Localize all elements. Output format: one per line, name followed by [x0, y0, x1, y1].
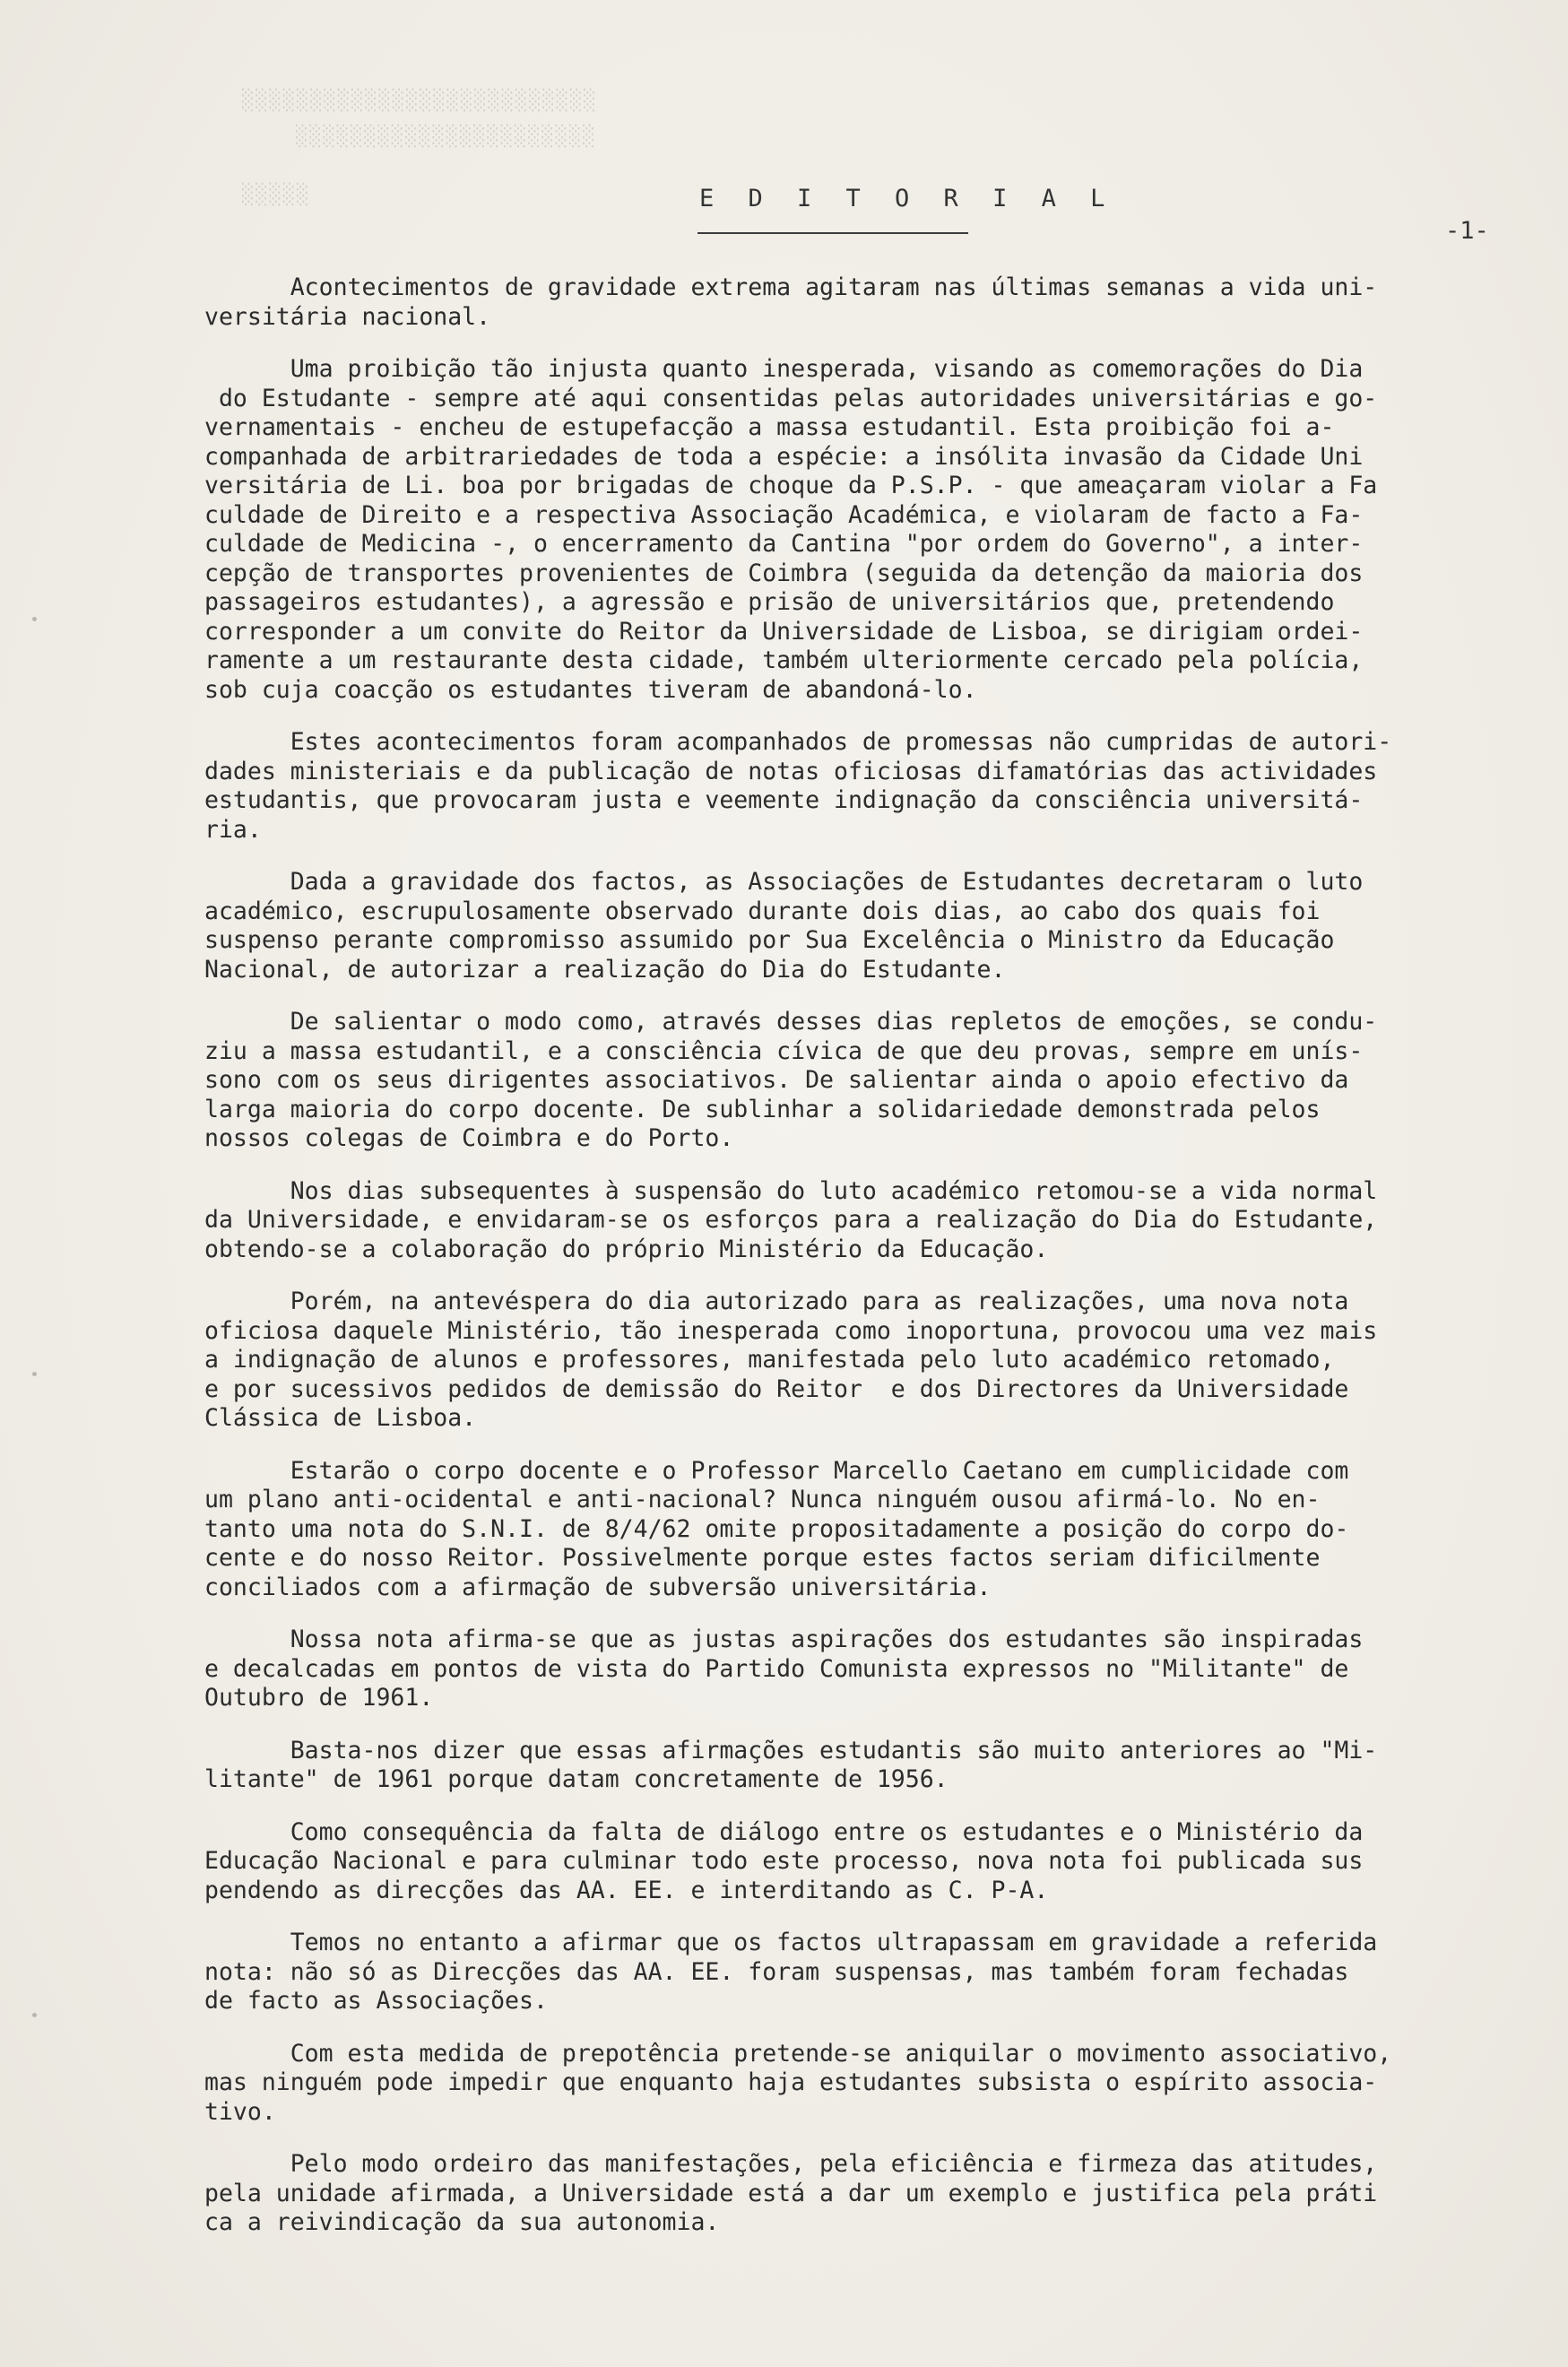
text-line: e decalcadas em pontos de vista do Partido Comunista expressos no "Militante" de	[204, 1654, 1349, 1683]
text-line: De salientar o modo como, através desses dias repletos de emoções, se condu-	[204, 1008, 1378, 1036]
text-line: conciliados com a afirmação de subversão universitária.	[204, 1573, 992, 1601]
paragraph	[204, 1008, 1504, 1154]
text-line: cente e do nosso Reitor. Possivelmente porque estes factos seriam dificilmente	[204, 1544, 1321, 1572]
margin-mark	[32, 1372, 37, 1376]
editorial-body	[204, 273, 1504, 2261]
text-line: tanto uma nota do S.N.I. de 8/4/62 omite propositadamente a posição do corpo do-	[204, 1514, 1349, 1543]
text-line: nossos colegas de Coimbra e do Porto.	[204, 1124, 734, 1152]
text-line: a indignação de alunos e professores, manifestada pelo luto académico retomado,	[204, 1346, 1335, 1374]
text-line: Pelo modo ordeiro das manifestações, pela eficiência e firmeza das atitudes,	[204, 2150, 1378, 2178]
text-line: Nacional, de autorizar a realização do Dia do Estudante.	[204, 955, 1006, 984]
text-line: Dada a gravidade dos factos, as Associações de Estudantes decretaram o luto	[204, 868, 1364, 896]
text-line: corresponder a um convite do Reitor da Universidade de Lisboa, se dirigiam ordei-	[204, 617, 1364, 646]
paragraph	[204, 1457, 1504, 1603]
text-line: culdade de Direito e a respectiva Associação Académica, e violaram de facto a Fa-	[204, 500, 1364, 529]
text-line: nota: não só as Direcções das AA. EE. foram suspensas, mas também foram fechadas	[204, 1957, 1349, 1986]
paragraph	[204, 1929, 1504, 2016]
text-line: Temos no entanto a afirmar que os factos ultrapassam em gravidade a referida	[204, 1929, 1378, 1956]
text-line: suspenso perante compromisso assumido por Sua Excelência o Ministro da Educação	[204, 926, 1335, 954]
text-line: sono com os seus dirigentes associativos. De salientar ainda o apoio efectivo da	[204, 1066, 1349, 1094]
text-line: de facto as Associações.	[204, 1987, 548, 2015]
text-line: e por sucessivos pedidos de demissão do Reitor e dos Directores da Universidade	[204, 1374, 1349, 1403]
text-line: Basta-nos dizer que essas afirmações estudantis são muito anteriores ao "Mi-	[204, 1736, 1378, 1764]
text-line: Nossa nota afirma-se que as justas aspirações dos estudantes são inspiradas	[204, 1626, 1364, 1653]
text-line: ziu a massa estudantil, e a consciência cívica de que deu provas, sempre em unís-	[204, 1036, 1364, 1065]
text-line: obtendo-se a colaboração do próprio Ministério da Educação.	[204, 1235, 1049, 1263]
text-line: pendendo as direcções das AA. EE. e interditando as C. P-A.	[204, 1876, 1049, 1904]
text-line: académico, escrupulosamente observado durante dois dias, ao cabo dos quais foi	[204, 897, 1321, 925]
text-line: litante" de 1961 porque datam concretamente de 1956.	[204, 1765, 949, 1793]
text-line: Com esta medida de prepotência pretende-se aniquilar o movimento associativo,	[204, 2039, 1392, 2068]
text-line: do Estudante - sempre até aqui consentidas pelas autoridades universitárias e go-	[204, 384, 1378, 412]
text-line: ramente a um restaurante desta cidade, também ulteriormente cercado pela polícia,	[204, 646, 1364, 674]
paragraph	[204, 1177, 1504, 1265]
text-line: Educação Nacional e para culminar todo este processo, nova nota foi publicada sus	[204, 1847, 1364, 1875]
text-line: Porém, na antevéspera do dia autorizado para as realizações, uma nova nota	[204, 1288, 1349, 1315]
text-line: sob cuja coacção os estudantes tiveram de abandoná-lo.	[204, 675, 977, 704]
text-line: Estes acontecimentos foram acompanhados de promessas não cumpridas de autori-	[204, 728, 1392, 756]
text-line: ca a reivindicação da sua autonomia.	[204, 2208, 720, 2236]
text-line: larga maioria do corpo docente. De sublinhar a solidariedade demonstrada pelos	[204, 1095, 1321, 1123]
paragraph	[204, 1626, 1504, 1713]
text-line: cepção de transportes provenientes de Coimbra (seguida da detenção da maioria dos	[204, 559, 1364, 587]
editorial-heading: E D I T O R I A L	[699, 185, 1115, 212]
text-line: culdade de Medicina -, o encerramento da Cantina "por ordem do Governo", a inter-	[204, 530, 1364, 558]
heading-underline	[697, 232, 968, 234]
text-line: estudantis, que provocaram justa e veemente indignação da consciência universitá-	[204, 786, 1364, 814]
text-line: tivo.	[204, 2097, 276, 2126]
paragraph	[204, 2150, 1504, 2238]
paragraph	[204, 868, 1504, 984]
paragraph	[204, 1818, 1504, 1906]
text-line: companhada de arbitrariedades de toda a espécie: a insólita invasão da Cidade Uni	[204, 442, 1364, 471]
text-line: versitária de Li. boa por brigadas de choque da P.S.P. - que ameaçaram violar a Fa	[204, 472, 1378, 499]
margin-mark	[32, 617, 37, 621]
text-line: Clássica de Lisboa.	[204, 1404, 477, 1432]
text-line: versitária nacional.	[204, 302, 491, 331]
text-line: pela unidade afirmada, a Universidade está a dar um exemplo e justifica pela práti	[204, 2179, 1378, 2207]
text-line: Acontecimentos de gravidade extrema agitaram nas últimas semanas a vida uni-	[204, 273, 1378, 301]
paragraph	[204, 1737, 1504, 1795]
paragraph	[204, 355, 1504, 705]
text-line: Outubro de 1961.	[204, 1684, 434, 1712]
text-line: oficiosa daquele Ministério, tão inesperada como inoportuna, provocou uma vez mais	[204, 1316, 1378, 1345]
text-line: Nos dias subsequentes à suspensão do luto académico retomou-se a vida normal	[204, 1176, 1378, 1205]
text-line: um plano anti-ocidental e anti-nacional? Nunca ninguém ousou afirmá-lo. No en-	[204, 1486, 1321, 1513]
paragraph	[204, 273, 1504, 332]
text-line: Como consequência da falta de diálogo entre os estudantes e o Ministério da	[204, 1817, 1364, 1846]
text-line: Uma proibição tão injusta quanto inesperada, visando as comemorações do Dia	[204, 355, 1364, 383]
paragraph	[204, 2040, 1504, 2128]
paragraph	[204, 728, 1504, 845]
bleed-through-text: ░░░░░	[242, 184, 311, 206]
margin-mark	[32, 2013, 37, 2017]
bleed-through-text: ░░░░░░░░░░░░░░░░░░░░░░	[296, 126, 597, 148]
text-line: ria.	[204, 815, 262, 844]
text-line: vernamentais - encheu de estupefacção a massa estudantil. Esta proibição foi a-	[204, 413, 1335, 441]
bleed-through-text: ░░░░░░░░░░░░░░░░░░░░░░░░░░	[242, 90, 598, 112]
text-line: Estarão o corpo docente e o Professor Marcello Caetano em cumplicidade com	[204, 1456, 1349, 1485]
page-number: -1-	[1445, 217, 1489, 245]
text-line: mas ninguém pode impedir que enquanto haja estudantes subsista o espírito associa-	[204, 2068, 1378, 2096]
text-line: passageiros estudantes), a agressão e prisão de universitários que, pretendendo	[204, 588, 1335, 616]
paragraph	[204, 1288, 1504, 1434]
text-line: dades ministeriais e da publicação de notas oficiosas difamatórias das actividades	[204, 757, 1378, 785]
text-line: da Universidade, e envidaram-se os esforços para a realização do Dia do Estudante,	[204, 1206, 1378, 1234]
